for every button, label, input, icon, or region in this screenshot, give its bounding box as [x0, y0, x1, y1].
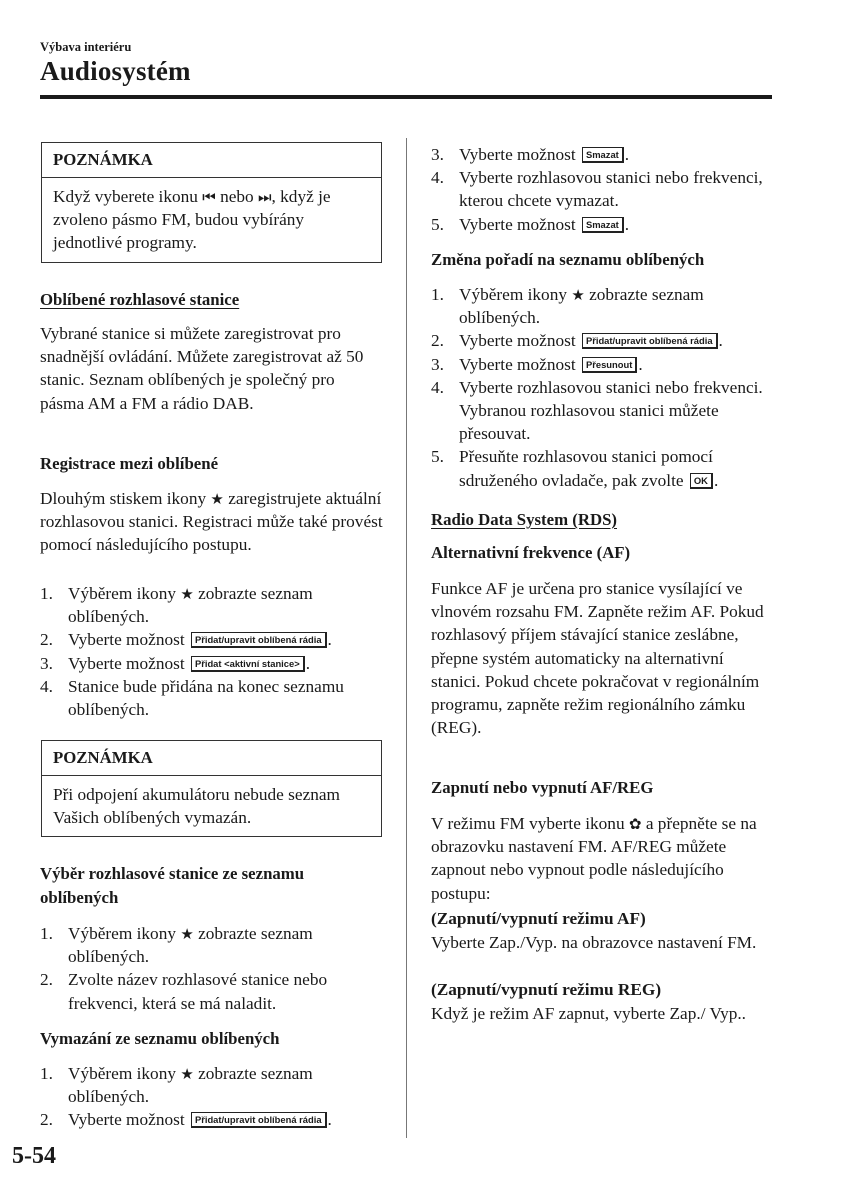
list-item: 2. Vyberte možnost Přidat/upravit oblíbená rádia .	[40, 1110, 332, 1130]
list-item: 1. Výběrem ikony ★ zobrazte seznam oblíbených.	[40, 584, 313, 627]
select-heading: Výběr rozhlasové stanice ze seznamu oblíbených	[40, 864, 305, 907]
favorites-text: Vybrané stanice si můžete zaregistrovat pro snadnější ovládání. Můžete zaregistrovat až 50 stanic. Seznam oblíbených je společný pro pásma AM a FM a rádio DAB.	[40, 324, 364, 413]
list-item: 3. Vyberte možnost Přesunout .	[431, 354, 643, 374]
afreg-text: V režimu FM vyberte ikonu ✿ a přepněte se na obrazovku nastavení FM. AF/REG můžete zapnout nebo vypnout podle následujícího postupu:	[431, 814, 757, 903]
registration-text: Dlouhým stiskem ikony ★ zaregistrujete aktuální rozhlasovou stanici. Registraci může také provést pomocí následujícího postupu.	[40, 489, 383, 555]
registration-heading: Registrace mezi oblíbené	[40, 454, 219, 473]
star-icon: ★	[180, 585, 194, 603]
move-button: Přesunout	[582, 357, 637, 373]
af-text: Funkce AF je určena pro stanice vysílající ve vlnovém rozsahu FM. Zapněte režim AF. Pokud rozhlasový příjem stávající stanice zeslábne, přepne systém automaticky na alternativní stanici. Pokud chcete pokračovat v regionálním programu, zapněte režim regionálního zámku (REG).	[431, 579, 764, 738]
previous-track-icon: ⏮	[202, 188, 216, 206]
list-item: 1. Výběrem ikony ★ zobrazte seznam oblíbených.	[431, 285, 704, 328]
list-item: 4. Vyberte rozhlasovou stanici nebo frekvenci. Vybranou rozhlasovou stanici můžete přesouvat.	[431, 377, 763, 444]
list-item: 1. Výběrem ikony ★ zobrazte seznam oblíbených.	[40, 924, 313, 967]
page-title: Audiosystém	[40, 56, 191, 86]
list-item: 5. Vyberte možnost Smazat .	[431, 214, 630, 234]
delete-heading: Vymazání ze seznamu oblíbených	[40, 1029, 280, 1048]
af-toggle-text: Vyberte Zap./Vyp. na obrazovce nastavení FM.	[431, 933, 757, 952]
af-heading: Alternativní frekvence (AF)	[431, 543, 631, 562]
list-item: 2. Vyberte možnost Přidat/upravit oblíbená rádia .	[40, 630, 332, 650]
settings-gear-icon: ✿	[628, 815, 642, 833]
registration-steps	[40, 582, 383, 721]
afreg-heading: Zapnutí nebo vypnutí AF/REG	[431, 778, 654, 797]
section-label: Výbava interiéru	[40, 40, 132, 54]
star-icon: ★	[571, 286, 585, 304]
list-item: 1. Výběrem ikony ★ zobrazte seznam oblíbených.	[40, 1064, 313, 1107]
note-heading: POZNÁMKA	[42, 143, 381, 178]
column-divider	[406, 138, 407, 1138]
ok-button: OK	[690, 473, 713, 489]
favorites-heading: Oblíbené rozhlasové stanice	[40, 290, 240, 309]
star-icon: ★	[180, 925, 194, 943]
rds-heading: Radio Data System (RDS)	[431, 510, 617, 529]
list-item: 4. Stanice bude přidána na konec seznamu oblíbených.	[40, 676, 344, 720]
delete-button: Smazat	[582, 147, 624, 163]
reg-toggle-subheading: (Zapnutí/vypnutí režimu REG)	[431, 980, 662, 999]
list-item: 3. Vyberte možnost Přidat <aktivní stanice> .	[40, 653, 311, 673]
delete-steps-continued	[431, 143, 776, 236]
page-number: 5-54	[12, 1143, 56, 1169]
add-edit-favorites-button: Přidat/upravit oblíbená rádia	[191, 632, 327, 648]
star-icon: ★	[180, 1065, 194, 1083]
reg-toggle-text: Když je režim AF zapnut, vyberte Zap./ Vyp..	[431, 1004, 746, 1023]
reorder-steps	[431, 283, 776, 492]
delete-button: Smazat	[582, 217, 624, 233]
list-item: 2. Zvolte název rozhlasové stanice nebo frekvenci, která se má naladit.	[40, 970, 328, 1013]
delete-steps	[40, 1062, 383, 1132]
add-active-station-button: Přidat <aktivní stanice>	[191, 656, 305, 672]
star-icon: ★	[210, 490, 224, 508]
af-toggle-subheading: (Zapnutí/vypnutí režimu AF)	[431, 909, 646, 928]
add-edit-favorites-button: Přidat/upravit oblíbená rádia	[191, 1112, 327, 1128]
list-item: 3. Vyberte možnost Smazat .	[431, 145, 630, 164]
note-box	[41, 142, 382, 263]
header-rule	[40, 95, 772, 99]
list-item: 5. Přesuňte rozhlasovou stanici pomocí sdruženého ovladače, pak zvolte OK .	[431, 447, 719, 490]
note-heading: POZNÁMKA	[42, 741, 381, 776]
reorder-heading: Změna pořadí na seznamu oblíbených	[431, 250, 705, 269]
select-steps	[40, 922, 383, 1015]
list-item: 4. Vyberte rozhlasovou stanici nebo frekvenci, kterou chcete vymazat.	[431, 168, 763, 211]
note-box	[41, 740, 382, 837]
next-track-icon: ⏭	[258, 188, 272, 206]
note-text: Při odpojení akumulátoru nebude seznam Vašich oblíbených vymazán.	[53, 785, 340, 828]
note-text: Když vyberete ikonu ⏮ nebo ⏭, když je zvoleno pásmo FM, budou vybírány jednotlivé programy.	[53, 187, 331, 253]
list-item: 2. Vyberte možnost Přidat/upravit oblíbená rádia .	[431, 331, 723, 351]
add-edit-favorites-button: Přidat/upravit oblíbená rádia	[582, 333, 718, 349]
